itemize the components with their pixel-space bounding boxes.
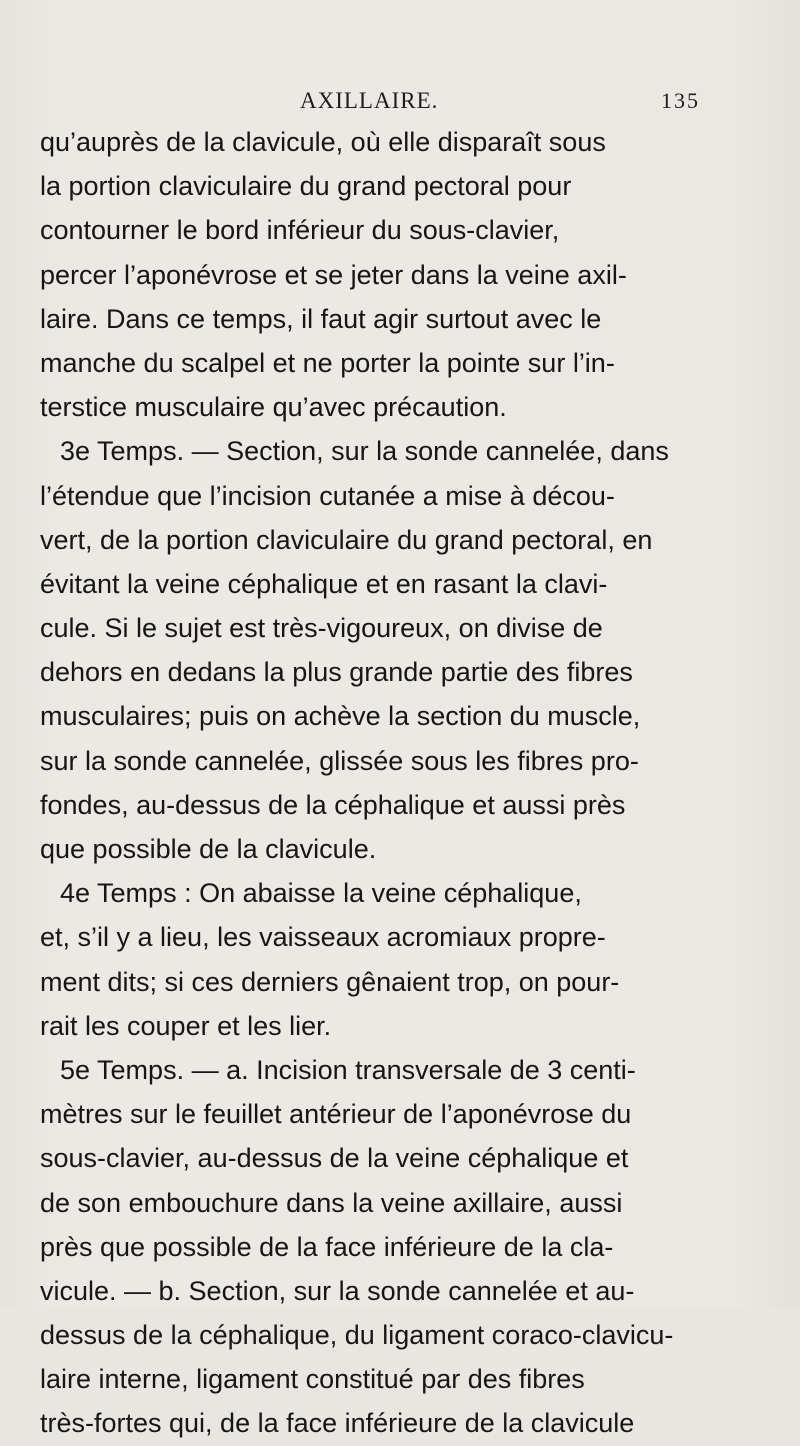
running-head	[0, 88, 800, 118]
text-line: laire interne, ligament constitué par des fibres	[40, 1364, 585, 1395]
text-line: dessus de la céphalique, du ligament coraco-clavicu-	[40, 1320, 674, 1351]
text-line: évitant la veine céphalique et en rasant la clavi-	[40, 568, 608, 599]
text-line: dehors en dedans la plus grande partie des fibres	[40, 657, 633, 688]
text-line: sous-clavier, au-dessus de la veine céphalique et	[40, 1143, 629, 1174]
text-line: 3e Temps. — Section, sur la sonde cannelée, dans	[60, 436, 669, 467]
text-line: manche du scalpel et ne porter la pointe sur l’in-	[40, 347, 615, 378]
text-line: près que possible de la face inférieure de la cla-	[40, 1231, 614, 1262]
text-line: qu’auprès de la clavicule, où elle disparaît sous	[40, 127, 606, 157]
text-line: cule. Si le sujet est très-vigoureux, on divise de	[40, 613, 603, 644]
page-number: 135	[661, 88, 700, 113]
text-line: la portion claviculaire du grand pectoral pour	[40, 171, 572, 202]
text-line: vicule. — b. Section, sur la sonde cannelée et au-	[40, 1275, 635, 1306]
text-line: 4e Temps : On abaisse la veine céphalique,	[60, 878, 582, 909]
text-line: musculaires; puis on achève la section du muscle,	[40, 701, 641, 732]
text-line: 5e Temps. — a. Incision transversale de 3 centi-	[60, 1054, 636, 1085]
body-text	[40, 120, 702, 1446]
text-line: que possible de la clavicule.	[40, 834, 377, 864]
text-line: l’étendue que l’incision cutanée a mise à décou-	[40, 480, 615, 511]
text-line: vert, de la portion claviculaire du grand pectoral, en	[40, 524, 653, 555]
text-line: percer l’aponévrose et se jeter dans la veine axil-	[40, 259, 627, 290]
running-title: AXILLAIRE.	[300, 88, 439, 113]
text-line: ment dits; si ces derniers gênaient trop, on pour-	[40, 966, 620, 997]
text-line: terstice musculaire qu’avec précaution.	[40, 392, 507, 423]
text-line: mètres sur le feuillet antérieur de l’aponévrose du	[40, 1099, 632, 1130]
text-line: contourner le bord inférieur du sous-clavier,	[40, 215, 560, 246]
text-line: fondes, au-dessus de la céphalique et aussi près	[40, 789, 626, 820]
text-line: rait les couper et les lier.	[40, 1010, 332, 1041]
text-line: de son embouchure dans la veine axillaire, aussi	[40, 1187, 623, 1218]
text-line: sur la sonde cannelée, glissée sous les fibres pro-	[40, 745, 639, 776]
text-line: laire. Dans ce temps, il faut agir surtout avec le	[40, 303, 602, 334]
text-line: très-fortes qui, de la face inférieure de la clavicule	[40, 1408, 635, 1439]
text-line: et, s’il y a lieu, les vaisseaux acromiaux propre-	[40, 922, 606, 953]
